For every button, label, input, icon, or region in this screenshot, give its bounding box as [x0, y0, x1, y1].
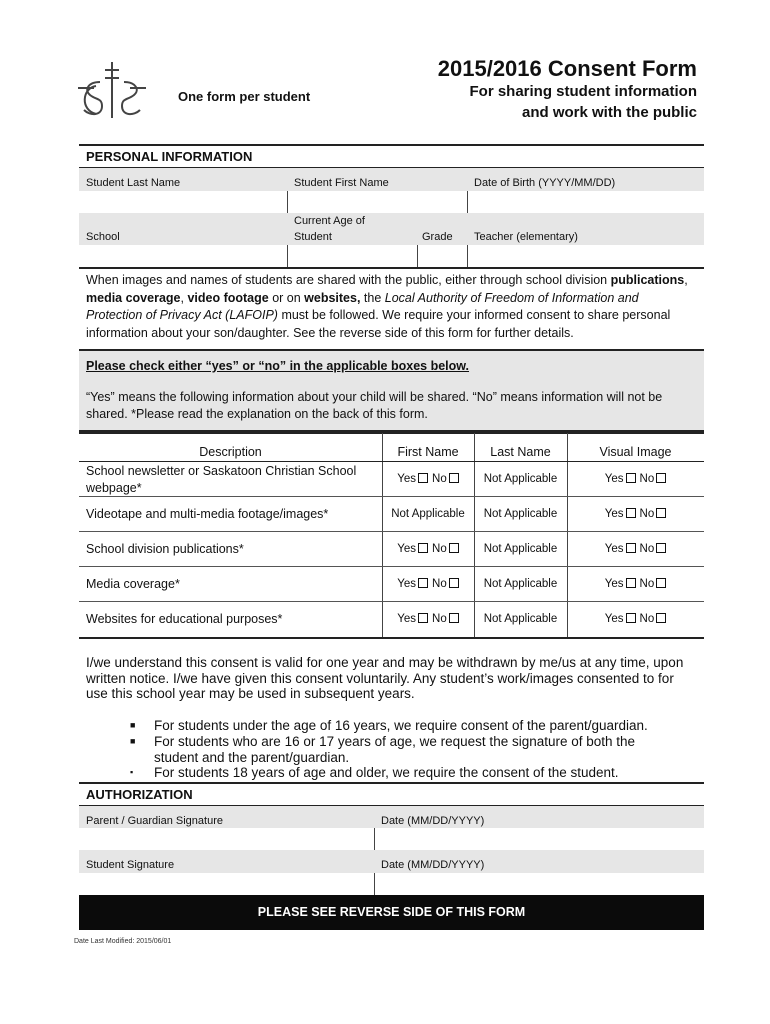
yes-label: Yes [397, 473, 417, 485]
no-checkbox[interactable] [449, 543, 459, 553]
teacher-label: Teacher (elementary) [474, 231, 578, 243]
yes-no-choice [382, 543, 474, 555]
student-signature-label: Student Signature [86, 859, 175, 871]
yes-no-choice [567, 508, 704, 520]
first-name-label: Student First Name [294, 177, 389, 189]
teacher-input[interactable] [470, 245, 704, 269]
divider [79, 531, 704, 532]
date-label: Date (MM/DD/YYYY) [381, 815, 485, 827]
bullet-text: For students under the age of 16 years, we require consent of the parent/guardian. [154, 718, 648, 733]
no-label: No [432, 578, 447, 590]
divider [287, 191, 288, 213]
no-checkbox[interactable] [656, 613, 666, 623]
yes-checkbox[interactable] [626, 578, 636, 588]
school-label: School [86, 231, 120, 243]
yes-no-choice [382, 473, 474, 485]
yes-checkbox[interactable] [626, 543, 636, 553]
yes-no-choice [567, 543, 704, 555]
no-checkbox[interactable] [656, 543, 666, 553]
yes-label: Yes [604, 613, 624, 625]
divider [79, 144, 704, 146]
not-applicable: Not Applicable [483, 613, 558, 625]
no-label: No [639, 543, 655, 555]
last-name-input[interactable] [82, 191, 286, 215]
form-subtitle-line1: For sharing student information [469, 83, 697, 100]
divider [79, 566, 704, 567]
yes-no-choice [567, 578, 704, 590]
yes-checkbox[interactable] [418, 578, 428, 588]
school-logo [74, 58, 150, 122]
divider [79, 782, 704, 784]
dob-label: Date of Birth (YYYY/MM/DD) [474, 177, 616, 189]
bullet-item [130, 718, 694, 734]
divider [467, 191, 468, 213]
age-input[interactable] [290, 245, 420, 269]
consent-text: I/we understand this consent is valid for one year and may be withdrawn by me/us at any time, upon written notice. I/we have given this consent voluntarily. Any student’s work/images consented to for use this school year may be used in subsequent years. [86, 655, 684, 701]
no-checkbox[interactable] [449, 473, 459, 483]
row-description: Videotape and multi-media footage/images* [86, 507, 329, 521]
yes-checkbox[interactable] [626, 508, 636, 518]
intro-bold: video footage [187, 290, 269, 305]
not-applicable: Not Applicable [483, 473, 558, 485]
last-modified: Date Last Modified: 2015/06/01 [74, 938, 172, 945]
header-first-name: First Name [397, 445, 459, 459]
bullet-marker-icon: ■ [130, 720, 136, 730]
divider [467, 245, 468, 267]
divider [79, 267, 704, 269]
grade-input[interactable] [420, 245, 468, 269]
age-label: Student [294, 231, 332, 243]
bullet-text: For students 18 years of age and older, we require the consent of the student. [154, 765, 619, 780]
no-checkbox[interactable] [449, 613, 459, 623]
yes-checkbox[interactable] [418, 543, 428, 553]
school-input[interactable] [82, 245, 286, 269]
yes-no-choice [567, 613, 704, 625]
intro-text: must be followed. We require your informed consent to share personal information about your son/daughter. See the reverse side of this form for further details. [86, 308, 671, 340]
intro-bold: media coverage [86, 290, 181, 305]
last-name-label: Student Last Name [86, 177, 181, 189]
header-visual-image: Visual Image [599, 445, 672, 459]
yes-label: Yes [397, 578, 417, 590]
divider [79, 496, 704, 497]
no-checkbox[interactable] [656, 578, 666, 588]
not-applicable: Not Applicable [483, 543, 558, 555]
divider [417, 245, 418, 267]
no-checkbox[interactable] [449, 578, 459, 588]
yes-label: Yes [604, 578, 624, 590]
bullet-marker-icon: ▪ [130, 767, 134, 777]
intro-text: or on [268, 290, 305, 305]
divider [567, 433, 568, 638]
intro-text: When images and names of students are shared with the public, either through school division [86, 273, 611, 287]
divider [382, 433, 383, 638]
yes-checkbox[interactable] [626, 473, 636, 483]
yes-no-choice [382, 613, 474, 625]
intro-bold: websites, [304, 290, 361, 305]
bullet-marker-icon: ■ [130, 736, 136, 746]
parent-date-input[interactable] [378, 828, 704, 852]
divider [374, 873, 375, 895]
no-label: No [639, 508, 655, 520]
no-checkbox[interactable] [656, 473, 666, 483]
age-label: Current Age of [294, 215, 365, 227]
row-description: Websites for educational purposes* [86, 612, 283, 626]
not-applicable: Not Applicable [391, 508, 465, 520]
not-applicable: Not Applicable [483, 508, 558, 520]
yes-checkbox[interactable] [626, 613, 636, 623]
yes-label: Yes [397, 613, 417, 625]
row-description: School division publications* [86, 542, 244, 556]
no-label: No [432, 473, 447, 485]
one-form-note: One form per student [178, 89, 311, 104]
header-description: Description [199, 445, 262, 459]
no-checkbox[interactable] [656, 508, 666, 518]
yes-label: Yes [604, 508, 624, 520]
label-row [79, 213, 704, 245]
authorization-heading: AUTHORIZATION [86, 787, 193, 802]
not-applicable: Not Applicable [483, 578, 558, 590]
no-label: No [432, 613, 447, 625]
first-name-input[interactable] [290, 191, 466, 215]
intro-bold: publications [610, 273, 685, 287]
no-label: No [639, 473, 655, 485]
grade-label: Grade [422, 231, 453, 243]
divider [79, 432, 704, 434]
reverse-side-text: PLEASE SEE REVERSE SIDE OF THIS FORM [257, 905, 526, 919]
divider [474, 433, 475, 638]
intro-text: , [180, 290, 188, 305]
no-label: No [639, 578, 655, 590]
intro-paragraph [86, 272, 698, 342]
intro-italic: Local Authority of Freedom of Information and Protection of Privacy Act (LAFOIP) [86, 290, 639, 322]
parent-signature-input[interactable] [82, 828, 374, 852]
yes-no-choice [382, 578, 474, 590]
no-label: No [639, 613, 655, 625]
bullet-item [130, 734, 674, 765]
bullet-text: For students who are 16 or 17 years of age, we request the signature of both the student and the parent/guardian. [154, 734, 636, 765]
form-title: 2015/2016 Consent Form [437, 56, 697, 81]
divider [79, 637, 704, 639]
divider [287, 245, 288, 267]
check-heading: Please check either “yes” or “no” in the applicable boxes below. [86, 359, 470, 373]
yes-checkbox[interactable] [418, 473, 428, 483]
student-signature-input[interactable] [82, 873, 374, 897]
reverse-side-banner [79, 895, 704, 930]
intro-text: , [684, 273, 688, 287]
row-description: Media coverage* [86, 577, 180, 591]
divider [79, 601, 704, 602]
parent-signature-label: Parent / Guardian Signature [86, 815, 223, 827]
divider [79, 461, 704, 462]
no-label: No [432, 543, 447, 555]
divider [374, 828, 375, 850]
form-subtitle-line2: and work with the public [521, 104, 697, 121]
personal-info-heading: PERSONAL INFORMATION [86, 149, 253, 164]
bullet-item [130, 765, 694, 781]
check-text: “Yes” means the following information about your child will be shared. “No” means information will not be shared. *Please read the explanation on the back of this form. [86, 390, 663, 421]
yes-label: Yes [397, 543, 417, 555]
date-label: Date (MM/DD/YYYY) [381, 859, 485, 871]
intro-text: the [360, 290, 385, 305]
yes-no-choice [567, 473, 704, 485]
yes-label: Yes [604, 543, 624, 555]
header-last-name: Last Name [490, 445, 551, 459]
dob-input[interactable] [470, 191, 704, 215]
yes-label: Yes [604, 473, 624, 485]
yes-checkbox[interactable] [418, 613, 428, 623]
student-date-input[interactable] [378, 873, 704, 897]
row-description: School newsletter or Saskatoon Christian School webpage* [86, 464, 357, 495]
